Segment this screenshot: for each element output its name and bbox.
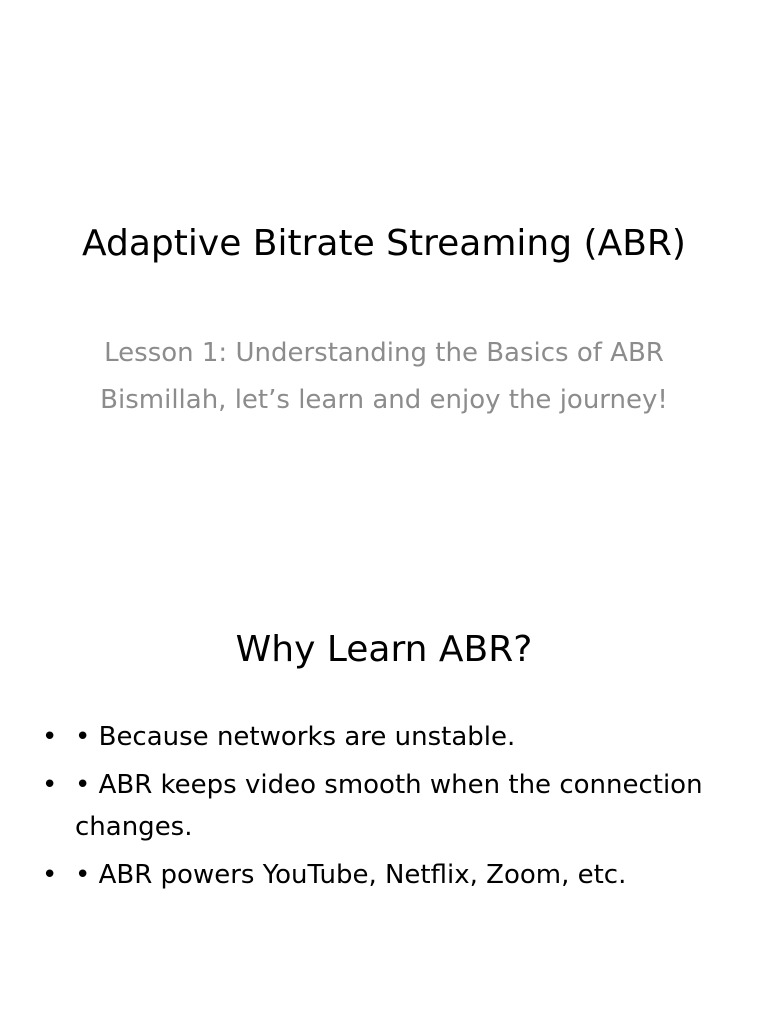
bullet-marker: • [42,722,58,752]
bullet-list [40,716,740,902]
bullet-text: • ABR powers YouTube, Netflix, Zoom, etc. [75,860,627,890]
bullet-marker: • [42,770,58,800]
bullet-marker: • [42,860,58,890]
subtitle-line-greeting: Bismillah, let’s learn and enjoy the journey! [100,385,668,415]
list-item [40,854,740,896]
bullet-text: • Because networks are unstable. [75,722,516,752]
bullet-text: • ABR keeps video smooth when the connection changes. [75,770,703,842]
list-item [40,716,740,758]
content-slide [0,576,768,1024]
slide-subtitle [100,333,668,421]
slide-title: Adaptive Bitrate Streaming (ABR) [82,223,686,264]
subtitle-line-lesson: Lesson 1: Understanding the Basics of ABR [104,338,664,368]
list-item [40,764,740,848]
slide-title: Why Learn ABR? [235,629,533,670]
